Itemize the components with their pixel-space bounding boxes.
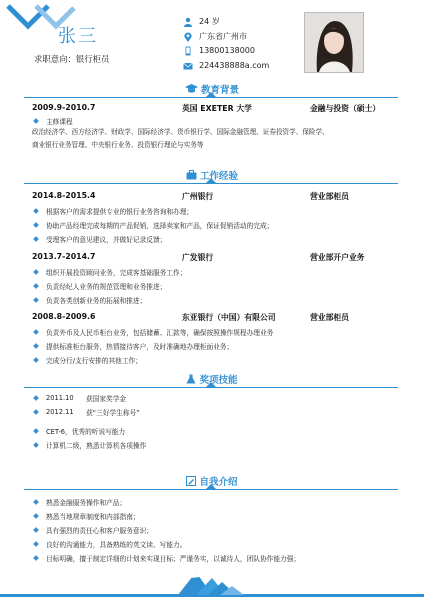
list-item: 完成分行/支行安排的其他工作； — [32, 355, 142, 365]
bullet-icon — [33, 527, 39, 533]
section-title-self-intro: 自我介绍 — [0, 474, 424, 489]
bullet-icon — [33, 555, 39, 561]
location-text: 广东省广州市 — [199, 31, 247, 41]
contact-email — [183, 59, 269, 74]
skill-item: CET-6，优秀的听说写能力 — [32, 426, 125, 436]
job-intention-value: 银行柜员 — [75, 54, 110, 64]
pencil-icon — [186, 476, 196, 486]
bullet-icon — [33, 343, 39, 349]
education-course-label: 主修课程 — [32, 116, 73, 126]
bullet-icon — [33, 409, 39, 415]
list-item: 熟悉当地规章制度和内部指南； — [32, 511, 140, 521]
list-item: 负责经纪人业务的规范管理和业务推进； — [32, 281, 166, 291]
phone-text: 13800138000 — [199, 46, 255, 55]
award-item: 2012.11 获“三好学生称号” — [32, 407, 140, 417]
footer-mountain-decoration — [0, 568, 424, 600]
work-role: 营业部柜员 — [310, 313, 349, 322]
briefcase-icon — [186, 170, 197, 180]
contact-info — [183, 15, 269, 73]
phone-icon — [183, 46, 193, 56]
work-role: 营业部柜员 — [310, 192, 349, 201]
list-item: 负责外币及人民币柜台业务，包括储蓄、汇款等，确保按照操作规程办理业务 — [32, 327, 273, 337]
section-divider-awards — [24, 387, 398, 388]
graduation-cap-icon — [185, 84, 198, 94]
list-item: 目标明确，擅于制定详细的计划来实现目标；严谨务实，以诚待人，团队协作能力强； — [32, 553, 300, 563]
bullet-icon — [33, 541, 39, 547]
bullet-icon — [33, 118, 39, 124]
work-date: 2008.8-2009.6 — [32, 312, 96, 321]
bullet-icon — [33, 329, 39, 335]
email-text: 224438888a.com — [199, 60, 270, 70]
profile-photo — [304, 12, 364, 73]
work-role: 营业部开户业务 — [310, 253, 365, 262]
section-divider-education — [24, 97, 398, 98]
bullet-icon — [33, 428, 39, 434]
list-item: 熟悉金融服务操作和产品； — [32, 497, 126, 507]
bullet-icon — [33, 222, 39, 228]
section-divider-self-intro — [24, 489, 398, 490]
bullet-icon — [33, 442, 39, 448]
list-item: 根据客户的需求提供专业的银行业务咨询和办理； — [32, 206, 193, 216]
list-item: 具有强烈的责任心和客户服务意识； — [32, 525, 153, 535]
email-icon — [183, 61, 193, 71]
section-title-work: 工作经验 — [0, 168, 424, 183]
age-text: 24 岁 — [199, 17, 220, 26]
bullet-icon — [33, 357, 39, 363]
education-major: 金融与投资（硕士） — [310, 104, 381, 113]
bullet-icon — [33, 513, 39, 519]
flask-icon — [186, 374, 196, 384]
person-icon — [183, 17, 193, 27]
list-item: 负责各类创新业务的拓展和推进； — [32, 295, 146, 305]
job-intention — [34, 53, 109, 65]
list-item: 受理客户的意见建议，并做好记录反馈； — [32, 234, 166, 244]
education-courses-line-2: 商业银行业务管理、中央银行业务、投资银行理论与实务等 — [32, 141, 204, 149]
work-company: 广发银行 — [182, 253, 214, 262]
bullet-icon — [33, 395, 39, 401]
contact-location — [183, 30, 269, 45]
bullet-icon — [33, 208, 39, 214]
work-date: 2014.8-2015.4 — [32, 191, 96, 200]
candidate-name: 张三 — [58, 26, 98, 47]
list-item: 组织开展投资顾问业务，完成客基础服务工作； — [32, 267, 186, 277]
section-divider-work — [24, 183, 398, 184]
work-company: 广州银行 — [182, 192, 214, 201]
location-icon — [183, 32, 193, 42]
education-date: 2009.9-2010.7 — [32, 103, 96, 112]
bullet-icon — [33, 499, 39, 505]
bullet-icon — [33, 283, 39, 289]
bullet-icon — [33, 297, 39, 303]
work-date: 2013.7-2014.7 — [32, 252, 96, 261]
list-item: 良好的沟通能力，具备熟练的英文读、写能力。 — [32, 539, 186, 549]
job-intention-label: 求职意向： — [34, 54, 76, 64]
contact-age — [183, 15, 269, 30]
education-courses-line-1: 政治经济学、西方经济学、财政学、国际经济学、货币银行学、国际金融管理、证券投资学、保险学、 — [32, 128, 329, 136]
list-item: 协助产品经理完成每期的产品促销，选择卖家和产品，保证促销活动的完成； — [32, 220, 273, 230]
profile-photo-image — [305, 13, 363, 72]
education-school: 英国 EXETER 大学 — [182, 104, 252, 113]
bullet-icon — [33, 269, 39, 275]
skill-item: 计算机二级，熟悉计算机各项操作 — [32, 440, 146, 450]
section-title-awards: 奖项技能 — [0, 372, 424, 387]
work-company: 东亚银行（中国）有限公司 — [182, 313, 276, 322]
contact-phone — [183, 44, 269, 59]
bullet-icon — [33, 236, 39, 242]
list-item: 提供标准柜台服务，热情接待客户，及时准确地办理柜面业务； — [32, 341, 233, 351]
section-title-education: 教育背景 — [0, 82, 424, 97]
award-item: 2011.10 获国家奖学金 — [32, 393, 126, 403]
